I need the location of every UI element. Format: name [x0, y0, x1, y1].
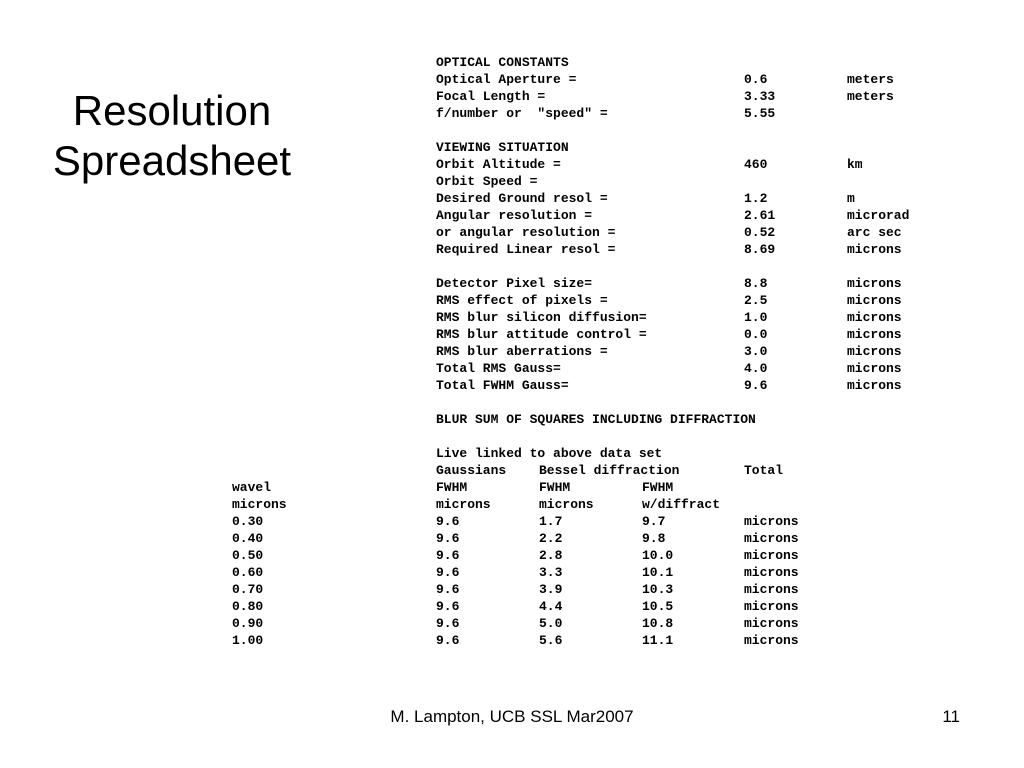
column-header-fwhm: FWHM — [539, 480, 571, 495]
param-value: 5.55 — [744, 106, 776, 121]
column-header-fwhm: FWHM — [642, 480, 674, 495]
param-row — [0, 309, 902, 326]
column-header-total: Total — [744, 463, 784, 478]
unit-cell: microns — [744, 633, 799, 648]
param-value: 8.8 — [744, 276, 768, 291]
param-row — [0, 275, 902, 292]
param-value: 9.6 — [744, 378, 768, 393]
param-unit: microns — [847, 293, 902, 308]
total-fwhm-cell: 10.8 — [642, 616, 674, 631]
wavelength-cell: 0.80 — [232, 599, 264, 614]
wavelength-cell: 0.70 — [232, 582, 264, 597]
param-row — [0, 156, 863, 173]
bessel-fwhm-cell: 2.2 — [539, 531, 563, 546]
param-label: Total FWHM Gauss= — [436, 378, 569, 393]
slide-number: 11 — [942, 707, 960, 726]
param-row — [0, 207, 910, 224]
table-row — [0, 598, 799, 615]
param-unit: meters — [847, 72, 894, 87]
bessel-fwhm-cell: 3.9 — [539, 582, 563, 597]
param-value: 4.0 — [744, 361, 768, 376]
unit-cell: microns — [744, 548, 799, 563]
param-label: RMS effect of pixels = — [436, 293, 608, 308]
param-row — [0, 190, 855, 207]
gaussian-fwhm-cell: 9.6 — [436, 599, 460, 614]
slide-title — [24, 86, 320, 186]
column-header-gaussians: Gaussians — [436, 463, 507, 478]
param-unit: microns — [847, 327, 902, 342]
blur-note: Live linked to above data set — [436, 446, 663, 461]
param-row — [0, 377, 902, 394]
table-row — [0, 530, 799, 547]
param-value: 2.61 — [744, 208, 776, 223]
table-row — [0, 615, 799, 632]
total-fwhm-cell: 10.1 — [642, 565, 674, 580]
param-value: 0.0 — [744, 327, 768, 342]
table-row — [0, 581, 799, 598]
table-header-row — [0, 479, 674, 496]
param-row — [0, 224, 902, 241]
total-fwhm-cell: 9.8 — [642, 531, 666, 546]
total-fwhm-cell: 11.1 — [642, 633, 674, 648]
gaussian-fwhm-cell: 9.6 — [436, 548, 460, 563]
total-fwhm-cell: 10.5 — [642, 599, 674, 614]
unit-cell: microns — [744, 565, 799, 580]
total-fwhm-cell: 9.7 — [642, 514, 666, 529]
table-row — [0, 632, 799, 649]
gaussian-fwhm-cell: 9.6 — [436, 582, 460, 597]
param-unit: microns — [847, 344, 902, 359]
param-label: RMS blur aberrations = — [436, 344, 608, 359]
param-unit: m — [847, 191, 855, 206]
param-label: Orbit Altitude = — [436, 157, 561, 172]
blur-sum-header: BLUR SUM OF SQUARES INCLUDING DIFFRACTION — [436, 412, 756, 427]
bessel-fwhm-cell: 3.3 — [539, 565, 563, 580]
wavelength-cell: 0.30 — [232, 514, 264, 529]
param-label: Total RMS Gauss= — [436, 361, 561, 376]
wavelength-cell: 0.40 — [232, 531, 264, 546]
param-label: Detector Pixel size= — [436, 276, 593, 291]
param-row — [0, 241, 902, 258]
table-row — [0, 547, 799, 564]
param-unit: microns — [847, 378, 902, 393]
wavelength-cell: 1.00 — [232, 633, 264, 648]
unit-cell: microns — [744, 616, 799, 631]
bessel-fwhm-cell: 1.7 — [539, 514, 563, 529]
param-row — [0, 105, 776, 122]
param-row — [0, 326, 902, 343]
gaussian-fwhm-cell: 9.6 — [436, 565, 460, 580]
wavelength-cell: 0.50 — [232, 548, 264, 563]
param-unit: microns — [847, 276, 902, 291]
gaussian-fwhm-cell: 9.6 — [436, 514, 460, 529]
column-unit: microns — [232, 497, 287, 512]
bessel-fwhm-cell: 5.6 — [539, 633, 563, 648]
param-value: 0.6 — [744, 72, 768, 87]
slide-title-line-2: Spreadsheet — [52, 137, 292, 184]
gaussian-fwhm-cell: 9.6 — [436, 633, 460, 648]
param-label: RMS blur attitude control = — [436, 327, 647, 342]
param-label: Angular resolution = — [436, 208, 593, 223]
total-fwhm-cell: 10.0 — [642, 548, 674, 563]
bessel-fwhm-cell: 4.4 — [539, 599, 563, 614]
param-value: 2.5 — [744, 293, 768, 308]
param-row — [0, 343, 902, 360]
param-row — [0, 292, 902, 309]
wavelength-cell: 0.60 — [232, 565, 264, 580]
total-fwhm-cell: 10.3 — [642, 582, 674, 597]
unit-cell: microns — [744, 514, 799, 529]
table-header-row — [0, 462, 784, 479]
param-label: Optical Aperture = — [436, 72, 577, 87]
column-header-wavel: wavel — [232, 480, 272, 495]
param-label: Focal Length = — [436, 89, 546, 104]
param-value: 1.2 — [744, 191, 768, 206]
param-unit: km — [847, 157, 863, 172]
unit-cell: microns — [744, 531, 799, 546]
param-label: f/number or "speed" = — [436, 106, 608, 121]
wavelength-cell: 0.90 — [232, 616, 264, 631]
param-label: Required Linear resol = — [436, 242, 616, 257]
table-row — [0, 513, 799, 530]
param-value: 0.52 — [744, 225, 776, 240]
column-unit: microns — [539, 497, 594, 512]
param-label: RMS blur silicon diffusion= — [436, 310, 647, 325]
param-value: 3.33 — [744, 89, 776, 104]
column-unit: w/diffract — [642, 497, 721, 512]
param-label: Orbit Speed = — [436, 174, 538, 189]
param-unit: microns — [847, 310, 902, 325]
column-header-bessel: Bessel diffraction — [539, 463, 680, 478]
table-header-row — [0, 496, 721, 513]
optical-constants-header: OPTICAL CONSTANTS — [436, 55, 569, 70]
slide-title-line-1: Resolution — [72, 87, 272, 134]
param-value: 460 — [744, 157, 768, 172]
param-unit: microrad — [847, 208, 910, 223]
param-row — [0, 71, 894, 88]
gaussian-fwhm-cell: 9.6 — [436, 531, 460, 546]
param-value: 8.69 — [744, 242, 776, 257]
param-row — [0, 88, 894, 105]
param-row — [0, 173, 538, 190]
slide-footer: M. Lampton, UCB SSL Mar2007 — [390, 707, 634, 726]
param-unit: meters — [847, 89, 894, 104]
param-value: 3.0 — [744, 344, 768, 359]
bessel-fwhm-cell: 5.0 — [539, 616, 563, 631]
unit-cell: microns — [744, 599, 799, 614]
param-label: or angular resolution = — [436, 225, 616, 240]
param-value: 1.0 — [744, 310, 768, 325]
param-unit: microns — [847, 242, 902, 257]
column-header-fwhm: FWHM — [436, 480, 468, 495]
param-row — [0, 360, 902, 377]
param-unit: arc sec — [847, 225, 902, 240]
unit-cell: microns — [744, 582, 799, 597]
viewing-situation-header: VIEWING SITUATION — [436, 140, 569, 155]
param-label: Desired Ground resol = — [436, 191, 608, 206]
param-unit: microns — [847, 361, 902, 376]
column-unit: microns — [436, 497, 491, 512]
bessel-fwhm-cell: 2.8 — [539, 548, 563, 563]
table-row — [0, 564, 799, 581]
gaussian-fwhm-cell: 9.6 — [436, 616, 460, 631]
